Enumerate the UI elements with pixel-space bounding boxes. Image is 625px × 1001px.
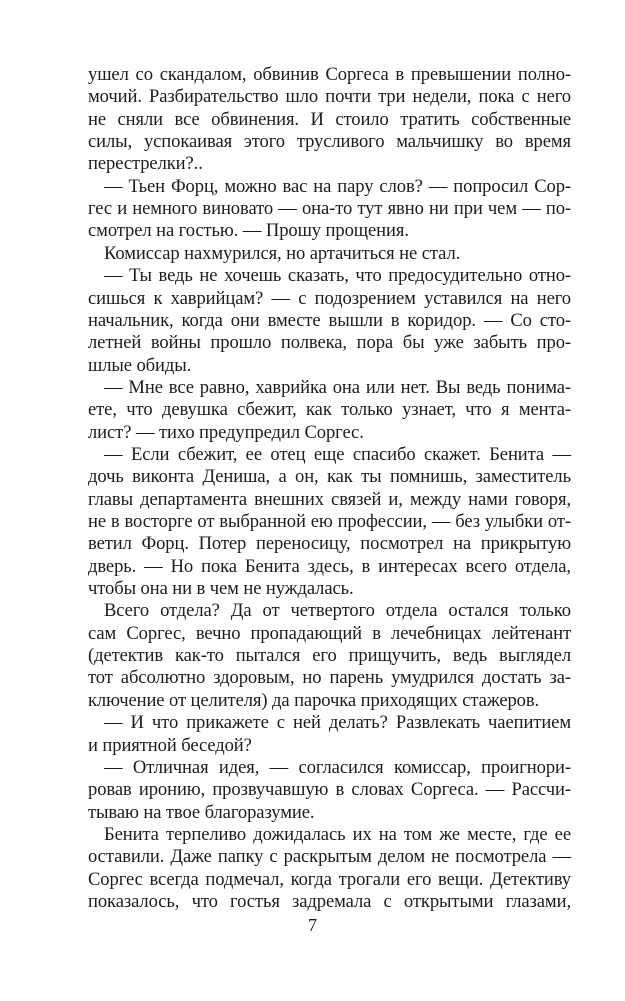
text-line: чтобы она ни в чем не нуждалась. xyxy=(88,578,354,600)
text-line: Комиссар нахмурился, но артачиться не стал. xyxy=(104,242,461,264)
text-line: перестрелки?.. xyxy=(88,153,203,175)
text-line: сам Соргес, вечно пропадающий в лечебницах лейтенант xyxy=(88,622,571,644)
text-line: — Отличная идея, — согласился комиссар, проигнори- xyxy=(104,756,571,778)
text-line: ветил Форц. Потер переносицу, посмотрел на прикрытую xyxy=(88,533,571,555)
text-line: — Тьен Форц, можно вас на пару слов? — попросил Сор- xyxy=(104,175,571,197)
text-line: — Мне все равно, хаврийка она или нет. Вы ведь понима- xyxy=(104,376,571,398)
text-line: тываю на твое благоразумие. xyxy=(88,801,315,823)
text-line: смотрел на гостью. — Прошу прощения. xyxy=(88,220,409,242)
text-line: начальник, когда они вместе вышли в коридор. — Со сто- xyxy=(88,309,571,331)
text-line: главы департамента внешних связей и, между нами говоря, xyxy=(88,488,571,510)
text-line: ушел со скандалом, обвинив Соргеса в превышении полно- xyxy=(88,64,571,85)
text-line: мочий. Разбирательство шло почти три недели, пока с него xyxy=(88,86,571,108)
text-line: показалось, что гостья задремала с открытыми глазами, xyxy=(88,891,571,912)
text-line: гес и немного виновато — она-то тут явно ни при чем — по- xyxy=(88,198,571,220)
text-line: — Ты ведь не хочешь сказать, что предосудительно отно- xyxy=(104,265,571,287)
text-line: — Если сбежит, ее отец еще спасибо скажет. Бенита — xyxy=(104,443,571,465)
text-line: Бенита терпеливо дожидалась их на том же месте, где ее xyxy=(104,823,571,845)
text-line: — И что прикажете с ней делать? Развлекать чаепитием xyxy=(104,712,571,734)
text-line: дочь виконта Дениша, а он, как ты помнишь, заместитель xyxy=(88,466,571,488)
text-line: ете, что девушка сбежит, как только узнает, что я мента- xyxy=(88,399,571,421)
text-line: Соргес всегда подмечал, когда трогали его вещи. Детективу xyxy=(88,868,571,890)
text-line: и приятной беседой? xyxy=(88,734,252,756)
text-line: сишься к хаврийцам? — с подозрением уставился на него xyxy=(88,287,571,309)
text-line: дверь. — Но пока Бенита здесь, в интересах всего отдела, xyxy=(88,555,571,577)
text-line: не в восторге от выбранной ею профессии, — без улыбки от- xyxy=(88,511,571,533)
text-line: летней войны прошло полвека, пора бы уже забыть про- xyxy=(88,332,571,354)
text-line: оставили. Даже папку с раскрытым делом не посмотрела — xyxy=(88,846,571,868)
text-line: шлые обиды. xyxy=(88,354,192,376)
text-line: Всего отдела? Да от четвертого отдела остался только xyxy=(104,600,571,622)
text-line: силы, успокаивая этого трусливого мальчишку во время xyxy=(88,131,571,153)
text-line: лист? — тихо предупредил Соргес. xyxy=(88,421,364,443)
text-line: ровав иронию, прозвучавшую в словах Соргеса. — Рассчи- xyxy=(88,779,571,801)
page-number: 7 xyxy=(308,915,317,935)
text-line: тот абсолютно здоровым, но парень умудрился достать за- xyxy=(88,667,571,689)
text-line: не сняли все обвинения. И стоило тратить собственные xyxy=(88,108,571,130)
text-line: ключение от целителя) да парочка приходящих стажеров. xyxy=(88,689,540,711)
text-line: (детектив как-то пытался его прищучить, ведь выглядел xyxy=(88,645,571,667)
